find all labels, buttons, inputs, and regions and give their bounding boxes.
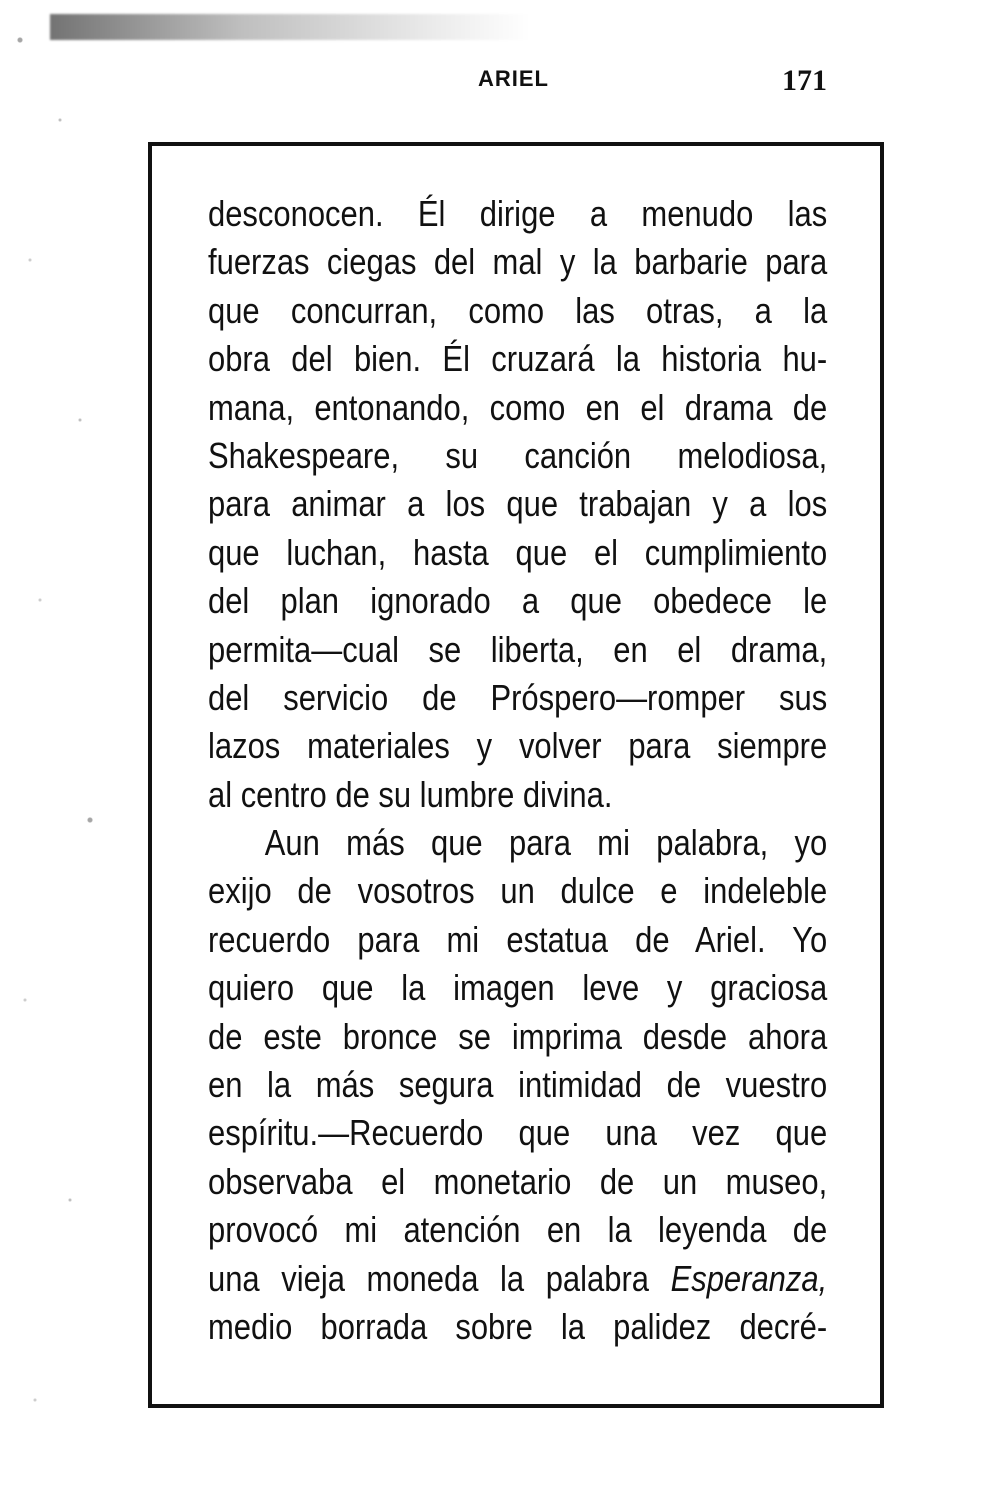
text-line: obra del bien. Él cruzará la historia hu-	[208, 338, 828, 380]
text-line: lazos materiales y volver para siempre	[208, 725, 828, 767]
text-line: espíritu.—Recuerdo que una vez que	[208, 1112, 828, 1154]
text-line	[208, 1255, 827, 1303]
text-line: desconocen. Él dirige a menudo las	[208, 193, 828, 234]
scan-top-shadow	[50, 14, 530, 40]
text-line: provocó mi atención en la leyenda de	[208, 1209, 828, 1251]
text-line: que luchan, hasta que el cumplimiento	[208, 531, 828, 573]
text-line: permita—cual se liberta, en el drama,	[208, 628, 828, 670]
text-line: del plan ignorado a que obedece le	[208, 580, 828, 622]
text-line: medio borrada sobre la palidez decré-	[208, 1305, 828, 1347]
text-line: fuerzas ciegas del mal y la barbarie para	[208, 241, 828, 283]
text-line: de este bronce se imprima desde ahora	[208, 1015, 828, 1057]
text-line: observaba el monetario de un museo,	[208, 1160, 828, 1202]
scan-margin-noise	[0, 0, 140, 1486]
page-number: 171	[782, 64, 827, 97]
text-line: en la más segura intimidad de vuestro	[208, 1064, 828, 1106]
text-line: Shakespeare, su canción melodiosa,	[208, 434, 828, 476]
text-line: que concurran, como las otras, a la	[208, 289, 828, 331]
text-line: recuerdo para mi estatua de Ariel. Yo	[208, 918, 828, 960]
paragraph-1	[208, 190, 828, 819]
text-line: para animar a los que trabajan y a los	[208, 483, 828, 525]
text-line: al centro de su lumbre divina.	[208, 773, 613, 815]
paragraph-2	[208, 819, 828, 1351]
text-body	[208, 190, 828, 1351]
text-line: exijo de vosotros un dulce e indeleble	[208, 870, 828, 912]
italic-word: Esperanza,	[670, 1257, 828, 1299]
text-line: del servicio de Próspero—romper sus	[208, 676, 828, 718]
running-head	[0, 66, 1000, 106]
running-title: ARIEL	[478, 66, 549, 91]
text-line-segment: una vieja moneda la palabra	[208, 1257, 671, 1299]
text-line: quiero que la imagen leve y graciosa	[208, 967, 828, 1009]
text-line: Aun más que para mi palabra, yo	[264, 822, 828, 864]
text-line: mana, entonando, como en el drama de	[208, 386, 828, 428]
